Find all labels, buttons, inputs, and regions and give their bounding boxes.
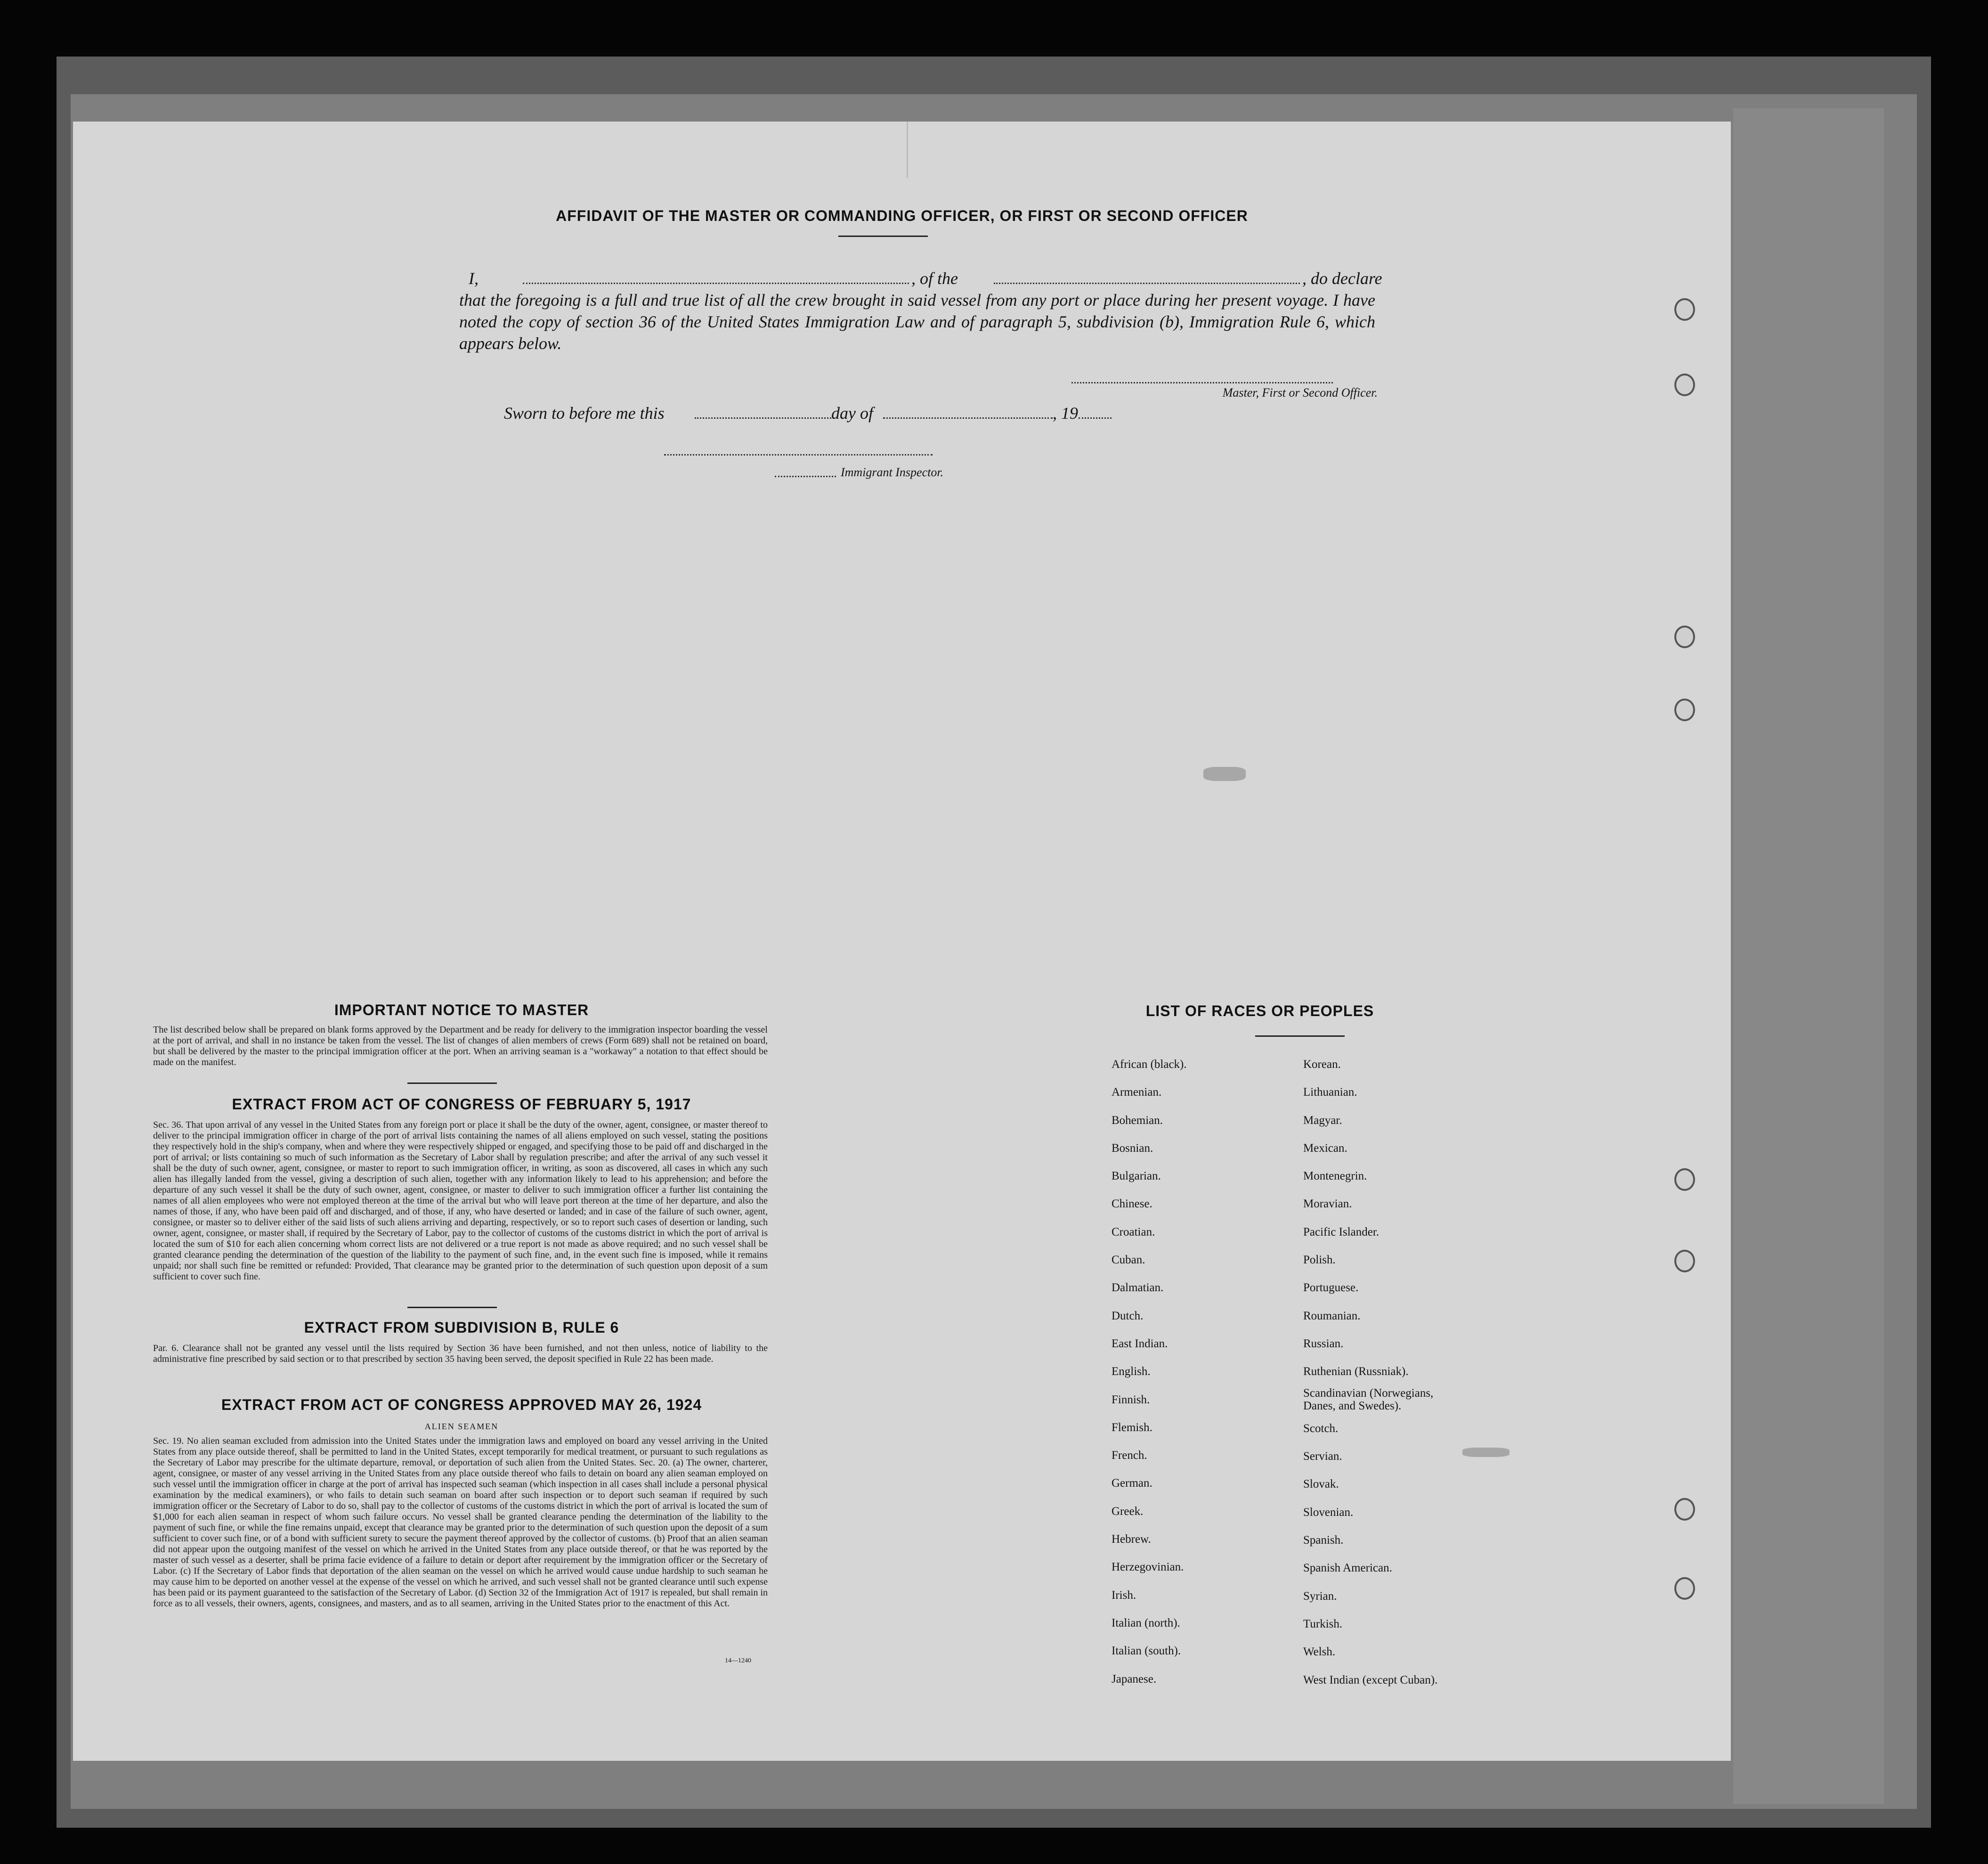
list-item: Scandinavian (Norwegians, Danes, and Swedes).	[1303, 1386, 1434, 1412]
binder-hole-icon	[1674, 1498, 1695, 1521]
notice-title: IMPORTANT NOTICE TO MASTER	[334, 1001, 589, 1018]
name-blank	[523, 283, 909, 284]
list-item: African (black).	[1112, 1058, 1187, 1071]
list-item: Hebrew.	[1112, 1533, 1151, 1546]
list-item: West Indian (except Cuban).	[1303, 1673, 1438, 1686]
extract-1917-text: Sec. 36. That upon arrival of any vessel in the United States from any foreign port or place it shall be the duty of the owner, agent, consignee, or master thereof to deliver to the principal immigration officer in charge of the port of arrival lists containing the names of all aliens employed on such vessel, stating the positions they respectively hold in the ship's company, when and where they were respectively shipped or engaged, and specifying those to be paid off and discharged in the port of arrival; or lists containing so much of such information as the Secretary of Labor shall by regulation prescribe; and after the arrival of any such vessel it shall be the duty of such owner, agent, consignee, or master to report to such immigration officer, in writing, as soon as discovered, all cases in which any such alien has illegally landed from the vessel, giving a description of such alien, together with any information likely to lead to his apprehension; and before the departure of any such vessel it shall be the duty of such owner, agent, consignee, or master to deliver to such immigration officer a further list containing the names of all alien employees who were not employed thereon at the time of the arrival but who will leave port thereon at the time of her departure, and also the names of those, if any, who have been paid off and discharged, and of those, if any, who have deserted or landed; and in case of the failure of such owner, agent, consignee, or master so to deliver either of the said lists of such aliens arriving and departing, respectively, or so to report such cases of desertion or landing, such owner, agent, consignee, or master shall, if required by the Secretary of Labor, pay to the collector of customs of the customs district in which the port of arrival is located the sum of $10 for each alien concerning whom correct lists are not delivered or a true report is not made as above required; and no such vessel shall be granted clearance pending the determination of the question of the liability to the payment of such fine, and, in the event such fine is imposed, while it remains unpaid; nor shall such fine be remitted or refunded: Provided, That clearance may be granted prior to the determination of such question upon deposit of a sum sufficient to cover such fine.	[153, 1120, 768, 1282]
list-item: Magyar.	[1303, 1114, 1342, 1127]
list-item: Ruthenian (Russniak).	[1303, 1365, 1409, 1378]
section-rule	[407, 1307, 497, 1308]
list-item: Slovenian.	[1303, 1506, 1354, 1519]
list-item: English.	[1112, 1365, 1151, 1378]
day-blank	[695, 417, 831, 419]
document-page	[73, 122, 1731, 1761]
extract-1924-subtitle: ALIEN SEAMEN	[424, 1422, 499, 1431]
list-item: Finnish.	[1112, 1393, 1150, 1406]
affidavit-body: that the foregoing is a full and true list of all the crew brought in said vessel from any port or place during her present voyage. I have noted the copy of section 36 of the United States Immigration Law and of paragraph 5, subdivision (b), Immigration Rule 6, which appears below.	[459, 291, 1375, 353]
smudge-mark	[1203, 767, 1246, 781]
binder-hole-icon	[1674, 699, 1695, 721]
list-item: Bohemian.	[1112, 1114, 1163, 1127]
binder-spine	[1733, 108, 1884, 1804]
inspector-blank-short	[775, 476, 836, 477]
list-item: Croatian.	[1112, 1225, 1155, 1238]
list-item: Korean.	[1303, 1058, 1341, 1071]
list-item: Moravian.	[1303, 1197, 1352, 1211]
list-item: Montenegrin.	[1303, 1170, 1367, 1183]
title-rule	[838, 236, 928, 237]
list-item: Japanese.	[1112, 1672, 1157, 1685]
list-item: Flemish.	[1112, 1421, 1152, 1434]
affidavit-line1-start: I,	[469, 269, 479, 288]
binder-hole-icon	[1674, 1168, 1695, 1191]
extract-rule6-title: EXTRACT FROM SUBDIVISION B, RULE 6	[304, 1319, 619, 1336]
list-item: East Indian.	[1112, 1337, 1168, 1350]
list-item: Polish.	[1303, 1254, 1336, 1267]
affidavit-title: AFFIDAVIT OF THE MASTER OR COMMANDING OFFICER, OR FIRST OR SECOND OFFICER	[556, 207, 1248, 224]
section-rule	[407, 1083, 497, 1084]
affidavit-line1-mid: , of the	[911, 269, 958, 288]
vessel-blank	[994, 283, 1300, 284]
form-number: 14—1240	[725, 1657, 751, 1664]
binder-hole-icon	[1674, 374, 1695, 396]
races-left-column	[1112, 1050, 1290, 1693]
notice-text: The list described below shall be prepared on blank forms approved by the Department and be ready for delivery to the immigration inspector boarding the vessel at the port of arrival, and shall in no instance be taken from the vessel. The list of changes of alien members of crews (Form 689) shall not be retained on board, but shall be delivered by the master to the principal immigration officer at the port. When an arriving seaman is a "workaway" a notation to that effect should be made on the manifest.	[153, 1025, 768, 1067]
binder-hole-icon	[1674, 1250, 1695, 1272]
list-item: Armenian.	[1112, 1086, 1162, 1099]
list-item: Irish.	[1112, 1588, 1136, 1602]
month-blank	[883, 417, 1053, 419]
inspector-signature-blank	[664, 454, 933, 456]
extract-1924-text: Sec. 19. No alien seaman excluded from admission into the United States under the immigration laws and employed on board any vessel arriving in the United States from any place outside thereof, shall be permitted to land in the United States, except temporarily for medical treatment, or pursuant to such regulations as the Secretary of Labor may prescribe for the ultimate departure, removal, or deportation of such alien from the United States. Sec. 20. (a) The owner, charterer, agent, consignee, or master of any vessel arriving in the United States from any place outside thereof who fails to detain on board any alien seaman employed on such vessel until the immigration officer in charge at the port of arrival has inspected such seaman (which inspection in all cases shall include a personal physical examination by the medical examiners), or who fails to detain such seaman on board after such inspection or to deport such seaman if required by such immigration officer or the Secretary of Labor to do so, shall pay to the collector of customs of the customs district in which the port of arrival is located the sum of $1,000 for each alien seaman in respect of whom such failure occurs. No vessel shall be granted clearance pending the determination of the liability to the payment of such fine, or while the fine remains unpaid, except that clearance may be granted prior to the determination of such question upon the deposit of a sum sufficient to cover such fine, or of a bond with sufficient surety to secure the payment thereof approved by the collector of customs. (b) Proof that an alien seaman did not appear upon the outgoing manifest of the vessel on which he arrived in the United States from any place outside thereof, or that he was reported by the master of such vessel as a deserter, shall be prima facie evidence of a failure to detain or deport after requirement by the immigration officer or the Secretary of Labor. (c) If the Secretary of Labor finds that deportation of the alien seaman on the vessel on which he arrived would cause undue hardship to such seaman he may cause him to be deported on another vessel at the expense of the vessel on which he arrived, and such vessel shall not be granted clearance until such expense has been paid or its payment guaranteed to the satisfaction of the Secretary of Labor. (d) Section 32 of the Immigration Act of 1917 is repealed, but shall remain in force as to all vessels, their owners, agents, consignees, and masters, and as to all seamen, arriving in the United States prior to the enactment of this Act.	[153, 1436, 768, 1609]
list-item: Scotch.	[1303, 1422, 1339, 1435]
list-item: Syrian.	[1303, 1589, 1337, 1603]
list-item: Welsh.	[1303, 1645, 1336, 1659]
list-item: Cuban.	[1112, 1254, 1145, 1267]
list-item: Portuguese.	[1303, 1281, 1359, 1294]
sworn-start: Sworn to before me this	[504, 404, 665, 423]
races-rule	[1255, 1035, 1345, 1037]
list-item: Bosnian.	[1112, 1141, 1153, 1155]
extract-rule6-text: Par. 6. Clearance shall not be granted any vessel until the lists required by Section 36 have been furnished, and not then unless, notice of liability to the administrative fine prescribed by said section or to that prescribed by section 35 having been served, the deposit specified in Rule 22 has been made.	[153, 1343, 768, 1364]
list-item: Lithuanian.	[1303, 1086, 1357, 1099]
list-item: Bulgarian.	[1112, 1170, 1161, 1183]
list-item: Servian.	[1303, 1450, 1342, 1463]
list-item: Greek.	[1112, 1505, 1144, 1518]
binder-hole-icon	[1674, 1577, 1695, 1600]
races-right-column	[1303, 1050, 1548, 1694]
list-item: Roumanian.	[1303, 1309, 1361, 1322]
list-item: Dalmatian.	[1112, 1281, 1164, 1294]
list-item: German.	[1112, 1477, 1152, 1490]
binder-hole-icon	[1674, 298, 1695, 321]
list-item: Spanish.	[1303, 1534, 1344, 1547]
binder-hole-icon	[1674, 626, 1695, 648]
list-item: Turkish.	[1303, 1617, 1343, 1630]
list-item: Mexican.	[1303, 1141, 1347, 1155]
list-item: Pacific Islander.	[1303, 1225, 1379, 1238]
inspector-label: Immigrant Inspector.	[841, 465, 944, 479]
extract-1917-title: EXTRACT FROM ACT OF CONGRESS OF FEBRUARY 5, 1917	[232, 1096, 691, 1113]
list-item: Italian (south).	[1112, 1644, 1181, 1658]
list-item: Chinese.	[1112, 1197, 1152, 1211]
year-blank	[1079, 417, 1112, 419]
list-item: Russian.	[1303, 1337, 1344, 1350]
list-item: Dutch.	[1112, 1309, 1144, 1322]
list-item: Herzegovinian.	[1112, 1561, 1184, 1574]
signature-label: Master, First or Second Officer.	[1222, 386, 1378, 399]
sworn-end: , 19	[1053, 404, 1078, 423]
races-title: LIST OF RACES OR PEOPLES	[1145, 1002, 1374, 1019]
list-item: Spanish American.	[1303, 1562, 1392, 1575]
center-fold	[907, 122, 908, 178]
affidavit-line1-end: , do declare	[1302, 269, 1382, 288]
list-item: French.	[1112, 1449, 1147, 1462]
list-item: Italian (north).	[1112, 1616, 1180, 1629]
list-item: Slovak.	[1303, 1478, 1339, 1491]
sworn-mid: day of	[831, 404, 873, 423]
extract-1924-title: EXTRACT FROM ACT OF CONGRESS APPROVED MAY 26, 1924	[221, 1396, 702, 1413]
